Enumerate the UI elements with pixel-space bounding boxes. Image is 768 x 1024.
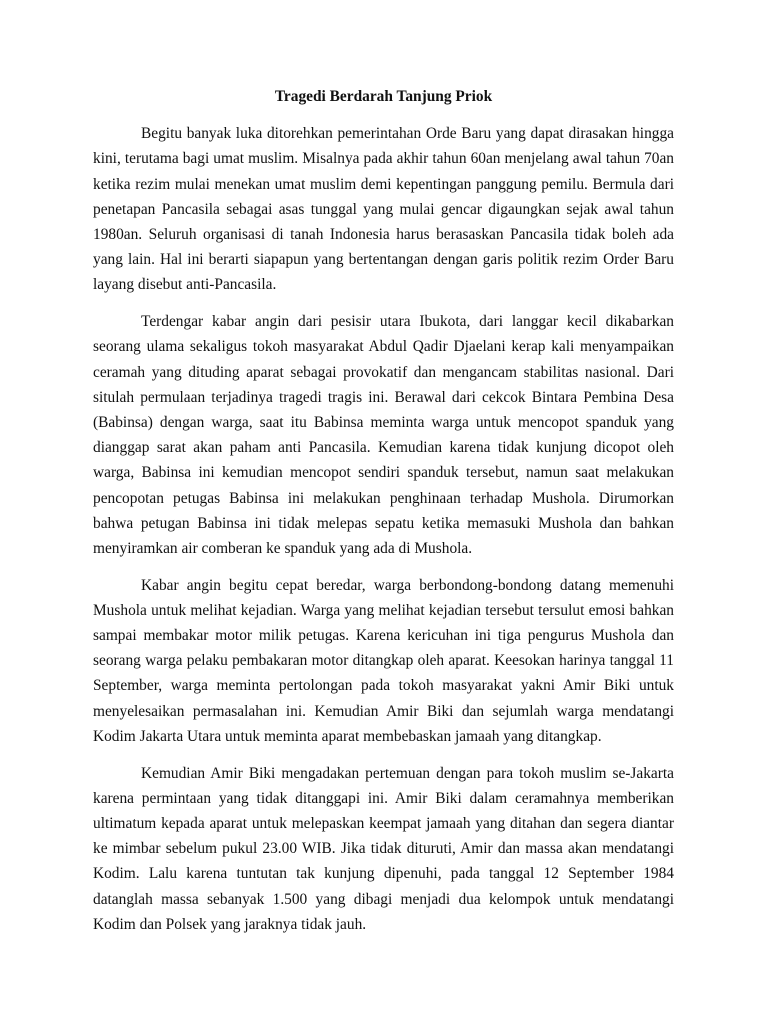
paragraph: Kemudian Amir Biki mengadakan pertemuan dengan para tokoh muslim se-Jakarta karena permintaan yang tidak ditanggapi ini. Amir Biki dalam ceramahnya memberikan ultimatum kepada aparat untuk melepaskan keempat jamaah yang ditahan dan segera diantar ke mimbar sebelum pukul 23.00 WIB. Jika tidak dituruti, Amir dan massa akan mendatangi Kodim. Lalu karena tuntutan tak kunjung dipenuhi, pada tanggal 12 September 1984 datanglah massa sebanyak 1.500 yang dibagi menjadi dua kelompok untuk mendatangi Kodim dan Polsek yang jaraknya tidak jauh. [93,764,674,933]
paragraph: Begitu banyak luka ditorehkan pemerintahan Orde Baru yang dapat dirasakan hingga kini, terutama bagi umat muslim. Misalnya pada akhir tahun 60an menjelang awal tahun 70an ketika rezim mulai menekan umat muslim demi kepentingan panggung pemilu. Bermula dari penetapan Pancasila sebagai asas tunggal yang mulai gencar digaungkan sejak awal tahun 1980an. Seluruh organisasi di tanah Indonesia harus berasaskan Pancasila tidak boleh ada yang lain. Hal ini berarti siapapun yang bertentangan dengan garis politik rezim Order Baru layang disebut anti-Pancasila. [93,125,674,294]
document-body [93,84,674,949]
paragraph: Kabar angin begitu cepat beredar, warga berbondong-bondong datang memenuhi Mushola untuk melihat kejadian. Warga yang melihat kejadian tersebut tersulut emosi bahkan sampai membakar motor milik petugas. Karena kericuhan ini tiga pengurus Mushola dan seorang warga pelaku pembakaran motor ditangkap oleh aparat. Keesokan harinya tanggal 11 September, warga meminta pertolongan pada tokoh masyarakat yakni Amir Biki untuk menyelesaikan permasalahan ini. Kemudian Amir Biki dan sejumlah warga mendatangi Kodim Jakarta Utara untuk meminta aparat membebaskan jamaah yang ditangkap. [93,576,674,745]
document-title: Tragedi Berdarah Tanjung Priok [274,88,493,105]
paragraph: Terdengar kabar angin dari pesisir utara Ibukota, dari langgar kecil dikabarkan seorang ulama sekaligus tokoh masyarakat Abdul Qadir Djaelani kerap kali menyampaikan ceramah yang dituding aparat sebagai provokatif dan mengancam stabilitas nasional. Dari situlah permulaan terjadinya tragedi tragis ini. Berawal dari cekcok Bintara Pembina Desa (Babinsa) dengan warga, saat itu Babinsa meminta warga untuk mencopot spanduk yang dianggap sarat akan paham anti Pancasila. Kemudian karena tidak kunjung dicopot oleh warga, Babinsa ini kemudian mencopot sendiri spanduk tersebut, namun saat melakukan pencopotan petugas Babinsa ini melakukan penghinaan terhadap Mushola. Dirumorkan bahwa petugan Babinsa ini tidak melepas sepatu ketika memasuki Mushola dan bahkan menyiramkan air comberan ke spanduk yang ada di Mushola. [93,313,674,557]
